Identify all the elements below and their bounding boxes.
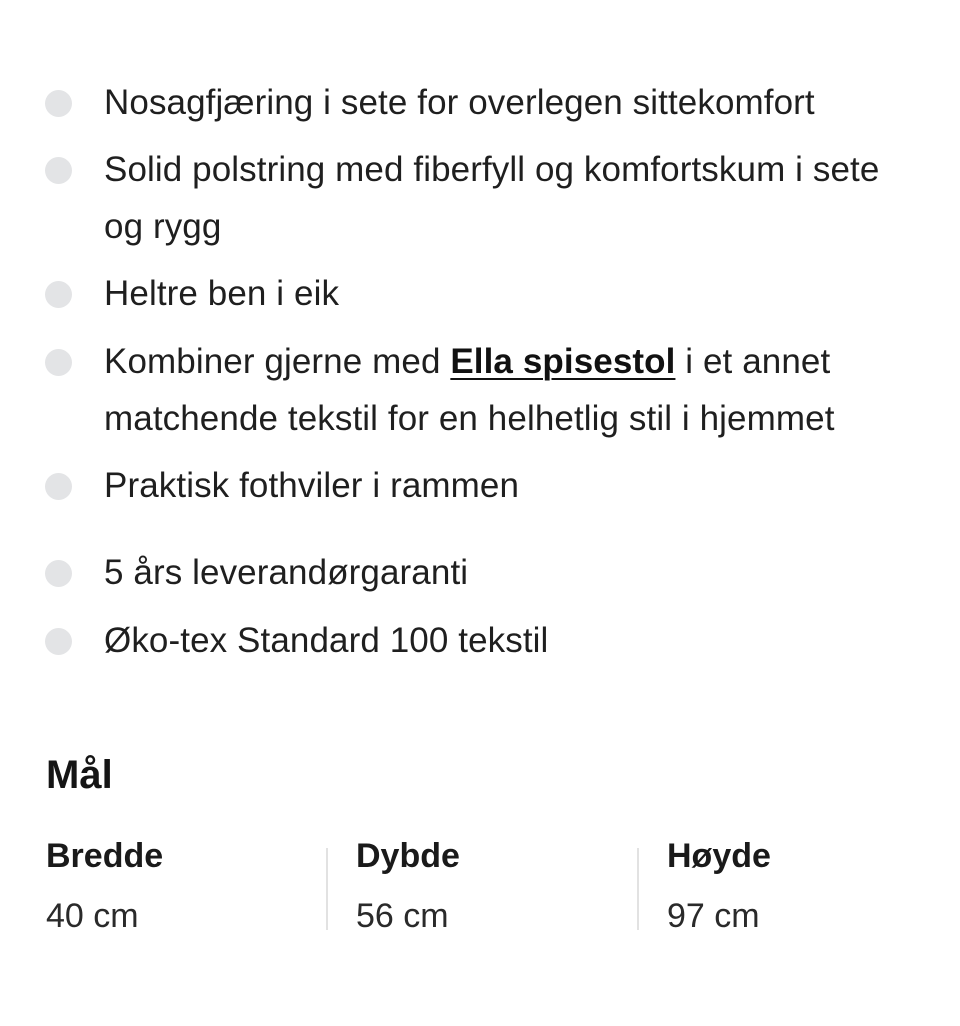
- feature-text: Øko-tex Standard 100 tekstil: [104, 621, 549, 660]
- feature-text-line: matchende tekstil for en helhetlig stil i hjemmet: [104, 399, 835, 438]
- dimension-value: 97 cm: [667, 897, 760, 935]
- dimension-label: Høyde: [667, 837, 771, 875]
- bullet-icon: [45, 349, 72, 376]
- bullet-icon: [45, 157, 72, 184]
- bullet-icon: [45, 90, 72, 117]
- feature-text-line: Solid polstring med fiberfyll og komfortskum i sete: [104, 150, 880, 189]
- feature-text: 5 års leverandørgaranti: [104, 553, 469, 592]
- feature-text: [104, 141, 924, 255]
- feature-text: [104, 333, 924, 447]
- dimension-value: 40 cm: [46, 897, 139, 935]
- dimension-label: Dybde: [356, 837, 460, 875]
- ella-spisestol-link[interactable]: Ella spisestol: [450, 342, 676, 381]
- dimension-value: 56 cm: [356, 897, 449, 935]
- divider: [326, 848, 328, 930]
- divider: [637, 848, 639, 930]
- bullet-icon: [45, 473, 72, 500]
- feature-text-line: og rygg: [104, 207, 222, 246]
- feature-text-fragment: Kombiner gjerne med: [104, 342, 451, 381]
- dimensions-title: Mål: [46, 753, 113, 797]
- feature-text-fragment: i et annet: [675, 342, 831, 381]
- bullet-icon: [45, 628, 72, 655]
- dimensions-table: [0, 830, 960, 950]
- feature-text: Praktisk fothviler i rammen: [104, 466, 520, 505]
- dimension-label: Bredde: [46, 837, 164, 875]
- feature-text: Heltre ben i eik: [104, 274, 340, 313]
- feature-text: Nosagfjæring i sete for overlegen sittekomfort: [104, 83, 815, 122]
- bullet-icon: [45, 281, 72, 308]
- bullet-icon: [45, 560, 72, 587]
